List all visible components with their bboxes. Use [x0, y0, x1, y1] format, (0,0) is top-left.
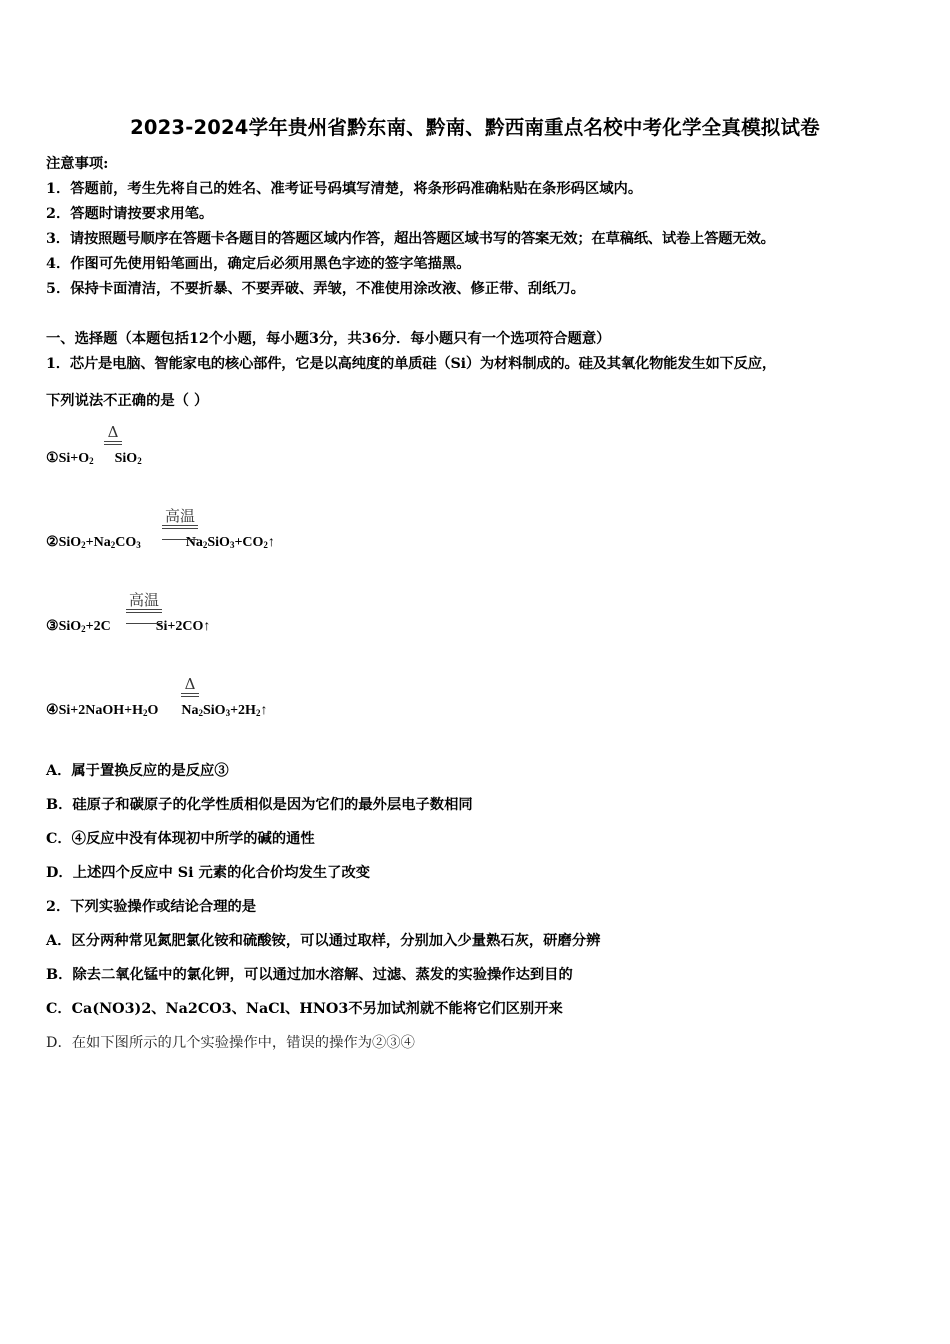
reaction-4-left: $Si+2NaOH+H_2O$ — [58, 703, 159, 718]
q1-stem-line2: 下列说法不正确的是（ ） — [46, 393, 209, 409]
equals-sign — [126, 609, 162, 613]
q2-stem: 2．下列实验操作或结论合理的是 — [46, 899, 257, 915]
reaction-2 — [46, 534, 275, 551]
reaction-4-condition — [181, 676, 199, 697]
reaction-1-right: SiO$_2$ — [114, 451, 142, 466]
reaction-2-condition — [162, 508, 198, 540]
notice-item-4: 4．作图可先使用铅笔画出，确定后必须用黑色字迹的签字笔描黑。 — [46, 256, 471, 272]
reaction-2-number: ② — [46, 535, 59, 550]
condition-line — [162, 539, 198, 540]
reaction-4-number: ④ — [46, 703, 59, 718]
heat-symbol: Δ — [184, 675, 196, 693]
reaction-3-right: Si+2CO↑ — [155, 619, 211, 634]
reaction-3-number: ③ — [46, 619, 59, 634]
high-temp-label: 高温 — [128, 591, 159, 609]
q2-option-b: B．除去二氧化锰中的氯化钾，可以通过加水溶解、过滤、蒸发的实验操作达到目的 — [46, 967, 573, 983]
notice-item-3: 3．请按照题号顺序在答题卡各题目的答题区域内作答，超出答题区域书写的答案无效；在草稿纸、试卷上答题无效。 — [46, 231, 775, 247]
q2-option-c: C．Ca(NO3)2、Na2CO3、NaCl、HNO3不另加试剂就不能将它们区别开来 — [46, 1001, 563, 1017]
q2-option-a: A．区分两种常见氮肥氯化铵和硫酸铵，可以通过取样，分别加入少量熟石灰，研磨分辨 — [46, 933, 601, 949]
exam-title: 2023-2024学年贵州省黔东南、黔南、黔西南重点名校中考化学全真模拟试卷 — [130, 116, 820, 139]
q1-option-c: C．④反应中没有体现初中所学的碱的通性 — [46, 831, 315, 847]
q1-option-d: D．上述四个反应中 Si 元素的化合价均发生了改变 — [46, 865, 371, 881]
equals-sign — [181, 693, 199, 697]
high-temp-label: 高温 — [164, 507, 195, 525]
reaction-3-condition — [126, 592, 162, 624]
notice-heading: 注意事项: — [46, 156, 109, 172]
equals-sign — [162, 525, 198, 529]
q1-option-a: A．属于置换反应的是反应③ — [46, 763, 229, 779]
condition-line — [126, 623, 162, 624]
notice-item-1: 1．答题前，考生先将自己的姓名、准考证号码填写清楚，将条形码准确粘贴在条形码区域内。 — [46, 181, 643, 197]
reaction-2-right: $Na_2SiO_3+CO_2↑$ — [185, 535, 275, 550]
section-heading: 一、选择题（本题包括12个小题，每小题3分，共36分．每小题只有一个选项符合题意） — [46, 331, 611, 347]
q2-option-d: D．在如下图所示的几个实验操作中，错误的操作为②③④ — [46, 1035, 415, 1051]
reaction-1-left: $Si+O_2$ — [58, 451, 94, 466]
equals-sign — [104, 441, 122, 445]
reaction-1-condition — [104, 424, 122, 445]
q1-option-b: B．硅原子和碳原子的化学性质相似是因为它们的最外层电子数相同 — [46, 797, 473, 813]
reaction-1-number: ① — [46, 451, 59, 466]
reaction-3-left: SiO$_2$+2C — [58, 619, 111, 634]
reaction-4 — [46, 702, 267, 719]
reaction-1 — [46, 450, 142, 467]
notice-item-2: 2．答题时请按要求用笔。 — [46, 206, 214, 222]
q1-stem-line1: 1．芯片是电脑、智能家电的核心部件，它是以高纯度的单质硅（Si）为材料制成的。硅及其氧化物能发生如下反应， — [46, 356, 776, 372]
heat-symbol: Δ — [107, 423, 119, 441]
reaction-4-right: $Na_2SiO_3+2H_2↑$ — [181, 703, 268, 718]
notice-item-5: 5．保持卡面清洁，不要折暴、不要弄破、弄皱，不准使用涂改液、修正带、刮纸刀。 — [46, 281, 585, 297]
reaction-2-left: $SiO_2+Na_2CO_3$ — [58, 535, 141, 550]
